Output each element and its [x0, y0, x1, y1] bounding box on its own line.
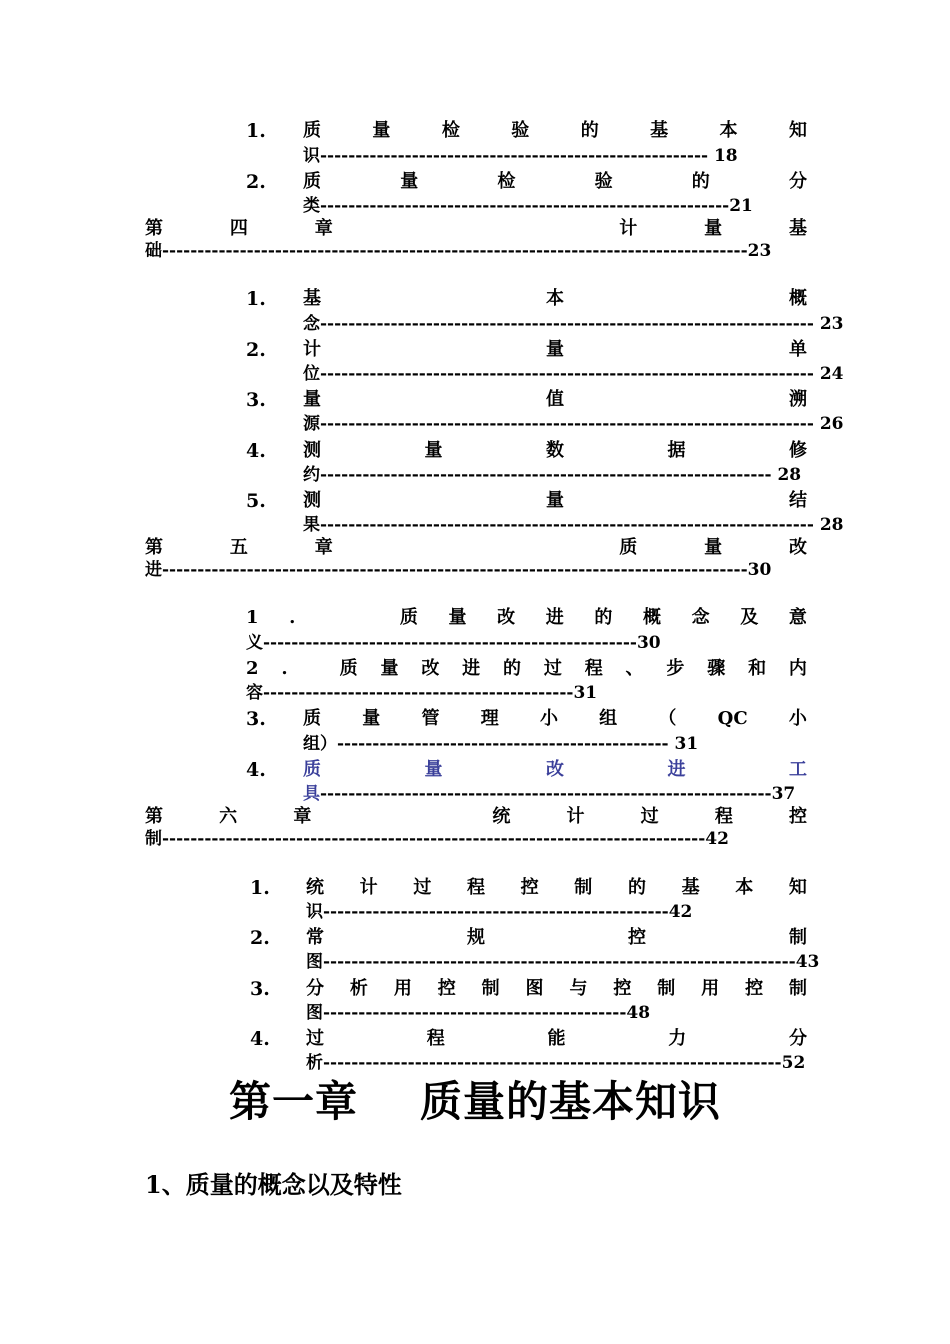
toc-number: 5. — [246, 490, 266, 512]
toc-char: 过 — [413, 877, 432, 898]
toc-char: 修 — [789, 440, 807, 461]
toc-number: 1. — [246, 120, 266, 142]
toc-leader-5-1: 义-----------------------------------------------------30 — [246, 633, 661, 653]
toc-char: 能 — [547, 1028, 566, 1049]
toc-char: 分 — [789, 1028, 807, 1049]
toc-char: 用 — [701, 978, 720, 999]
toc-char: 计 — [566, 806, 585, 827]
toc-leader-5-4 — [303, 783, 795, 805]
toc-char: 进 — [667, 759, 686, 780]
toc-number: 1. — [246, 288, 266, 310]
toc-char: 验 — [594, 171, 613, 192]
chapter-heading — [0, 1072, 950, 1132]
toc-char: 概 — [643, 607, 661, 628]
toc-char: 计 — [303, 339, 321, 360]
toc-char: 理 — [480, 708, 499, 729]
toc-number: 1. — [250, 877, 270, 899]
toc-char: 基 — [303, 288, 321, 309]
toc-char: 数 — [546, 440, 564, 461]
toc-char: 骤 — [707, 658, 726, 679]
toc-leader-6-3: 图-------------------------------------------48 — [306, 1003, 651, 1023]
toc-char: 结 — [789, 490, 807, 511]
toc-char: 概 — [789, 288, 807, 309]
toc-char: 过 — [543, 658, 562, 679]
toc-char: 测 — [303, 490, 321, 511]
toc-leader-3-1: 识------------------------------------------------------- 18 — [303, 146, 738, 166]
toc-char: 改 — [788, 537, 807, 558]
toc-leader-5-4-text[interactable]: 具 — [303, 784, 320, 804]
toc-char — [473, 217, 479, 241]
toc-char: 第 — [145, 218, 163, 239]
toc-char: 程 — [584, 658, 603, 679]
toc-char: 计 — [359, 877, 378, 898]
toc-char: 量 — [424, 440, 443, 461]
toc-char: 控 — [745, 978, 764, 999]
toc-char: 知 — [788, 120, 807, 141]
toc-char: 四 — [229, 218, 248, 239]
toc-char: 量 — [546, 490, 564, 511]
toc-char: 质 — [619, 537, 638, 558]
toc-char: 第 — [145, 537, 163, 558]
toc-char: 统 — [492, 806, 511, 827]
toc-number: 3. — [246, 708, 266, 730]
toc-number: 2. — [246, 339, 266, 361]
toc-number: 3. — [250, 978, 270, 1000]
toc-leader-4-3: 源---------------------------------------------------------------------- 26 — [303, 414, 844, 434]
toc-char: 制 — [657, 978, 676, 999]
toc-char: 检 — [497, 171, 516, 192]
toc-leader-6-2: 图-------------------------------------------------------------------43 — [306, 952, 820, 972]
toc-char: 念 — [691, 607, 710, 628]
toc-char: 规 — [467, 927, 485, 948]
toc-leader-ch4: 础-----------------------------------------------------------------------------------23 — [145, 241, 772, 261]
toc-entry-3-2[interactable] — [303, 170, 807, 194]
toc-leader-4-5: 果---------------------------------------------------------------------- 28 — [303, 515, 844, 535]
toc-char: 改 — [546, 759, 564, 780]
toc-chapter-5[interactable] — [145, 536, 807, 560]
toc-char: 制 — [788, 978, 807, 999]
toc-char: 据 — [667, 440, 686, 461]
toc-entry-5-4-link[interactable] — [303, 758, 807, 782]
toc-char: 制 — [789, 927, 807, 948]
toc-entry-5-2[interactable] — [246, 657, 807, 681]
toc-entry-5-3[interactable] — [303, 707, 807, 731]
section-heading: 1、质量的概念以及特性 — [145, 1170, 402, 1199]
toc-number: 3. — [246, 389, 266, 411]
toc-number: 2. — [250, 927, 270, 949]
toc-char: 量 — [424, 759, 443, 780]
toc-chapter-6[interactable] — [145, 805, 807, 829]
toc-char: 常 — [306, 927, 324, 948]
toc-entry-5-1[interactable] — [246, 606, 807, 630]
toc-char — [367, 805, 373, 829]
toc-char: 步 — [666, 658, 685, 679]
toc-leader-4-2: 位---------------------------------------------------------------------- 24 — [303, 364, 844, 384]
toc-entry-4-5[interactable] — [303, 489, 807, 513]
toc-char: 控 — [520, 877, 539, 898]
toc-char: 检 — [441, 120, 460, 141]
toc-char: 程 — [426, 1028, 445, 1049]
toc-char: 改 — [421, 658, 440, 679]
toc-char: 分 — [788, 171, 807, 192]
toc-leader-4-4: 约---------------------------------------------------------------- 28 — [303, 465, 802, 485]
toc-entry-4-4[interactable] — [303, 439, 807, 463]
toc-char: 知 — [788, 877, 807, 898]
toc-char: 内 — [788, 658, 807, 679]
toc-char: 小 — [788, 708, 807, 729]
toc-char: 控 — [437, 978, 456, 999]
toc-number: 4. — [250, 1028, 270, 1050]
toc-leader-6-1: 识-------------------------------------------------42 — [306, 902, 693, 922]
toc-leader-ch6: 制-----------------------------------------------------------------------------42 — [145, 829, 729, 849]
toc-char: 过 — [306, 1028, 324, 1049]
chapter-name: 质量的基本知识 — [420, 1077, 722, 1126]
toc-char: 本 — [546, 288, 564, 309]
toc-char: 力 — [668, 1028, 687, 1049]
toc-char: 组 — [599, 708, 618, 729]
toc-char: 程 — [466, 877, 485, 898]
toc-char: 溯 — [789, 389, 807, 410]
toc-leader-6-4: 析-----------------------------------------------------------------52 — [306, 1053, 806, 1073]
toc-char: 工 — [789, 759, 807, 780]
toc-char: 析 — [349, 978, 368, 999]
chapter-number: 第一章 — [228, 1077, 358, 1126]
toc-leader-5-4-rest: ----------------------------------------------------------------37 — [320, 784, 796, 804]
toc-char: 本 — [735, 877, 754, 898]
toc-char — [363, 606, 369, 630]
toc-char: 测 — [303, 440, 321, 461]
toc-char: 的 — [580, 120, 599, 141]
toc-char — [400, 217, 406, 241]
toc-char: 章 — [314, 218, 333, 239]
toc-char: QC — [717, 708, 748, 729]
toc-char: 量 — [362, 708, 381, 729]
toc-char: 质 — [303, 171, 321, 192]
toc-char: 值 — [546, 389, 564, 410]
toc-char: 质 — [303, 759, 321, 780]
toc-char: 验 — [511, 120, 530, 141]
toc-char — [546, 217, 552, 241]
toc-char: 及 — [740, 607, 759, 628]
toc-char: 量 — [380, 658, 399, 679]
toc-char: 控 — [628, 927, 646, 948]
toc-number: 4. — [246, 759, 266, 781]
toc-leader-3-2: 类----------------------------------------------------------21 — [303, 196, 753, 216]
toc-char: 量 — [372, 120, 391, 141]
toc-char: 管 — [421, 708, 440, 729]
toc-char: 制 — [481, 978, 500, 999]
toc-char: 本 — [719, 120, 738, 141]
toc-char: 五 — [229, 537, 248, 558]
toc-char: 章 — [293, 806, 312, 827]
toc-char: 和 — [748, 658, 767, 679]
toc-char: 统 — [306, 877, 324, 898]
toc-char: 控 — [613, 978, 632, 999]
toc-char: 量 — [546, 339, 564, 360]
toc-char: 2 — [246, 658, 259, 679]
toc-char: 的 — [691, 171, 710, 192]
toc-char: 程 — [714, 806, 733, 827]
toc-char: 意 — [788, 607, 807, 628]
toc-char: 小 — [539, 708, 558, 729]
toc-chapter-4[interactable] — [145, 217, 807, 241]
toc-char: 质 — [339, 658, 358, 679]
toc-char: 量 — [704, 537, 723, 558]
toc-entry-6-2[interactable] — [306, 926, 807, 950]
toc-entry-4-1[interactable] — [303, 287, 807, 311]
toc-char: 控 — [788, 806, 807, 827]
toc-leader-ch5: 进-----------------------------------------------------------------------------------30 — [145, 560, 772, 580]
toc-char: 分 — [306, 978, 324, 999]
toc-char: 与 — [569, 978, 588, 999]
toc-number: 2. — [246, 171, 266, 193]
toc-char: 1 — [246, 607, 259, 628]
toc-char — [400, 536, 406, 560]
toc-char: 章 — [314, 537, 333, 558]
toc-char: 计 — [619, 218, 638, 239]
toc-char: . — [289, 607, 296, 628]
toc-char: 六 — [219, 806, 238, 827]
toc-entry-4-3[interactable] — [303, 388, 807, 412]
toc-char: 基 — [788, 218, 807, 239]
toc-char: 过 — [640, 806, 659, 827]
toc-char: 用 — [393, 978, 412, 999]
toc-entry-4-2[interactable] — [303, 338, 807, 362]
toc-char — [546, 536, 552, 560]
toc-char: 进 — [545, 607, 564, 628]
toc-leader-5-2: 容--------------------------------------------31 — [246, 683, 598, 703]
toc-leader-4-1: 念---------------------------------------------------------------------- 23 — [303, 314, 844, 334]
toc-char: 进 — [462, 658, 481, 679]
toc-entry-6-3[interactable] — [306, 977, 807, 1001]
toc-entry-3-1[interactable] — [303, 119, 807, 143]
toc-char: 量 — [704, 218, 723, 239]
toc-char: 基 — [681, 877, 700, 898]
toc-number: 4. — [246, 440, 266, 462]
toc-char — [430, 805, 436, 829]
toc-char: 的 — [627, 877, 646, 898]
toc-char: 量 — [448, 607, 467, 628]
toc-char: （ — [658, 708, 677, 729]
toc-char: 质 — [303, 708, 321, 729]
toc-char: 单 — [789, 339, 807, 360]
toc-char: 的 — [503, 658, 521, 679]
toc-char — [473, 536, 479, 560]
toc-char — [311, 657, 317, 681]
toc-char: 第 — [145, 806, 163, 827]
toc-char: 量 — [303, 389, 321, 410]
toc-char: . — [281, 658, 288, 679]
toc-char: 量 — [400, 171, 419, 192]
toc-entry-6-1[interactable] — [306, 876, 807, 900]
toc-char: 质 — [399, 607, 418, 628]
toc-leader-5-3: 组）----------------------------------------------- 31 — [303, 734, 699, 754]
toc-char: 质 — [303, 120, 321, 141]
toc-char: 、 — [625, 658, 644, 679]
toc-char: 基 — [650, 120, 669, 141]
toc-entry-6-4[interactable] — [306, 1027, 807, 1051]
toc-char — [326, 606, 332, 630]
toc-char: 的 — [594, 607, 613, 628]
toc-char: 改 — [497, 607, 516, 628]
toc-char: 制 — [574, 877, 593, 898]
toc-char: 图 — [525, 978, 544, 999]
